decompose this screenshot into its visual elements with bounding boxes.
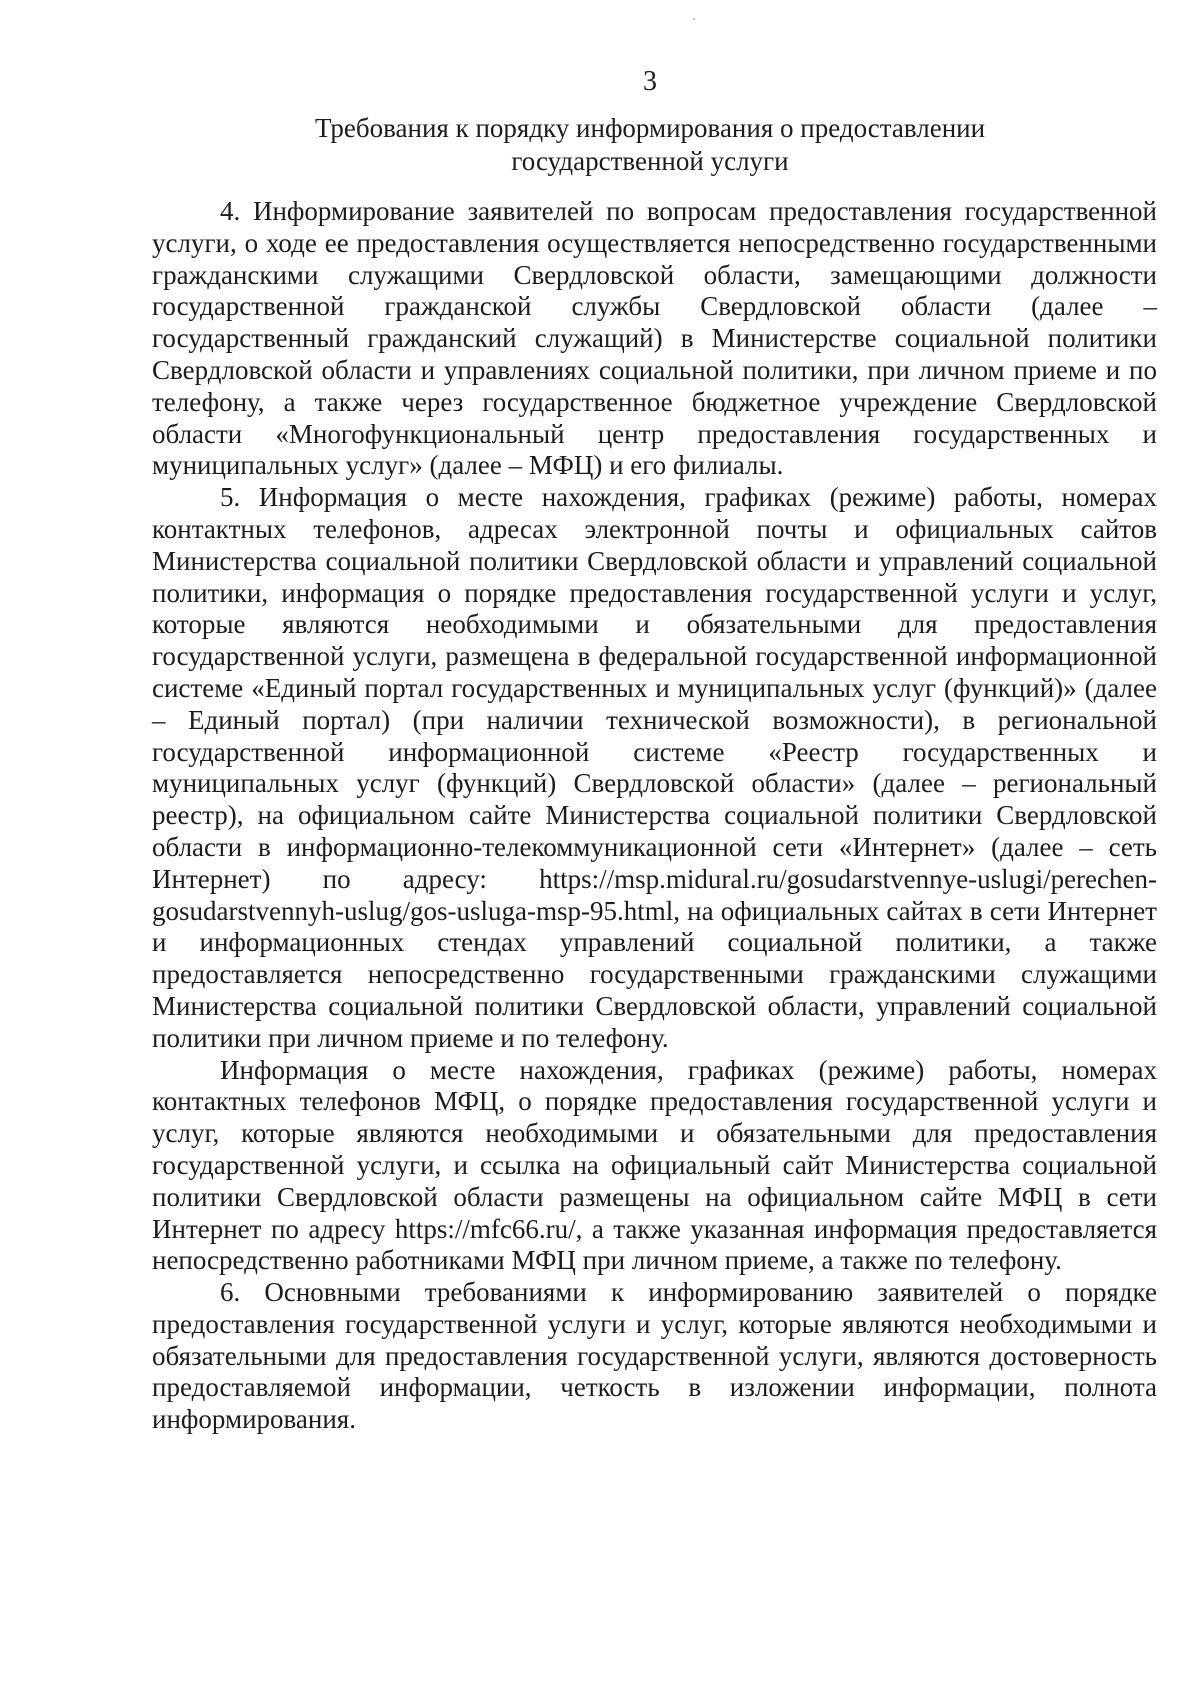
body-text [152, 196, 1157, 1436]
paragraph-item-5: 5. Информация о месте нахождения, графиках (режиме) работы, номерах контактных телефонов, адресах электронной почты и официальных сайтов Министерства социальной политики Свердловской области и управлений социальной политики, информация о порядке предоставления государственной услуги и услуг, которые являются необходимыми и обязательными для предоставления государственной услуги, размещена в федеральной государственной информационной системе «Единый портал государственных и муниципальных услуг (функций)» (далее – Единый портал) (при наличии технической возможности), в региональной государственной информационной системе «Реестр государственных и муниципальных услуг (функций) Свердловской области» (далее – региональный реестр), на официальном сайте Министерства социальной политики Свердловской области в информационно-телекоммуникационной сети «Интернет» (далее – сеть Интернет) по адресу: https://msp.midural.ru/gosudarstvennye-uslugi/perechen-gosudarstvennyh-uslug/gos-usluga-msp-95.html, на официальных сайтах в сети Интернет и информационных стендах управлений социальной политики, а также предоставляется непосредственно государственными гражданскими служащими Министерства социальной политики Свердловской области, управлений социальной политики при личном приеме и по телефону. [152, 482, 1157, 1053]
paragraph-mfc-information: Информация о месте нахождения, графиках (режиме) работы, номерах контактных телефонов МФЦ, о порядке предоставления государственной услуги и услуг, которые являются необходимыми и обязательными для предоставления государственной услуги, и ссылка на официальный сайт Министерства социальной политики Свердловской области размещены на официальном сайте МФЦ в сети Интернет по адресу https://mfc66.ru/, а также указанная информация предоставляется непосредственно работниками МФЦ при личном приеме, а также по телефону. [152, 1054, 1157, 1276]
scan-speck [693, 18, 695, 20]
section-title [150, 112, 1150, 178]
section-title-line-2: государственной услуги [511, 146, 789, 176]
paragraph-item-4: 4. Информирование заявителей по вопросам предоставления государственной услуги, о ходе ее предоставления осуществляется непосредственно государственными гражданскими служащими Свердловской области, замещающими должности государственной гражданской службы Свердловской области (далее – государственный гражданский служащий) в Министерстве социальной политики Свердловской области и управлениях социальной политики, при личном приеме и по телефону, а также через государственное бюджетное учреждение Свердловской области «Многофункциональный центр предоставления государственных и муниципальных услуг» (далее – МФЦ) и его филиалы. [152, 196, 1157, 481]
section-title-line-1: Требования к порядку информирования о предоставлении [314, 113, 986, 143]
page-number: 3 [643, 66, 657, 97]
paragraph-item-6: 6. Основными требованиями к информированию заявителей о порядке предоставления государственной услуги и услуг, которые являются необходимыми и обязательными для предоставления государственной услуги, являются достоверность предоставляемой информации, четкость в изложении информации, полнота информирования. [152, 1277, 1157, 1435]
